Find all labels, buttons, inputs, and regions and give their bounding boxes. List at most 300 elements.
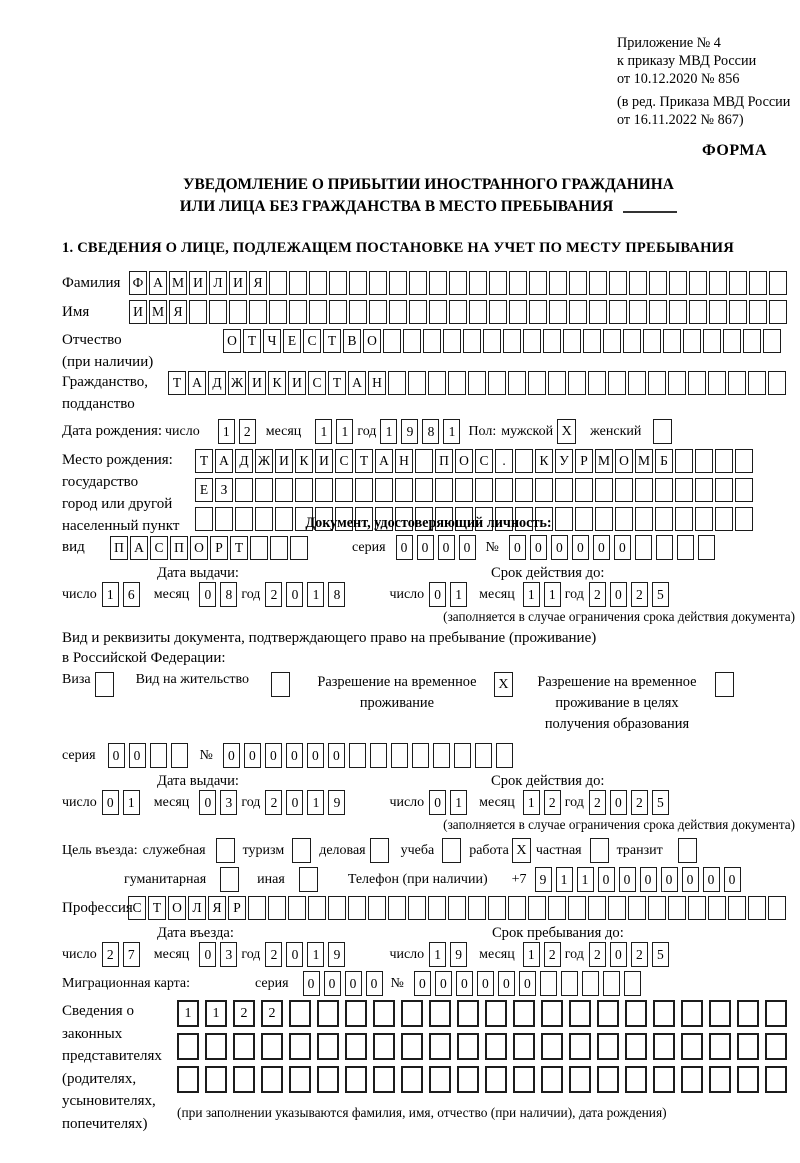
char-cell[interactable]: О [615,449,633,473]
temp-residence-education-checkbox[interactable] [715,672,734,697]
char-cell[interactable] [768,371,786,395]
char-cell[interactable]: А [215,449,233,473]
char-cell[interactable] [495,478,513,502]
char-cell[interactable] [469,300,487,324]
char-cell[interactable]: С [475,449,493,473]
char-cell[interactable] [429,271,447,295]
char-cell[interactable]: 2 [544,942,561,967]
char-cell[interactable] [391,743,408,768]
char-cell[interactable] [629,300,647,324]
char-cell[interactable]: А [149,271,167,295]
char-cell[interactable]: 1 [523,582,540,607]
char-cell[interactable] [429,300,447,324]
char-cell[interactable] [541,1033,563,1060]
char-cell[interactable]: У [555,449,573,473]
char-cell[interactable]: 0 [640,867,657,892]
char-cell[interactable] [513,1000,535,1027]
char-cell[interactable]: 0 [417,535,434,560]
char-cell[interactable]: 2 [265,942,282,967]
char-cell[interactable] [289,1033,311,1060]
char-cell[interactable]: 2 [631,582,648,607]
char-cell[interactable] [150,743,167,768]
char-cell[interactable]: 5 [652,582,669,607]
char-cell[interactable]: Б [655,449,673,473]
char-cell[interactable] [508,371,526,395]
char-cell[interactable] [708,896,726,920]
char-cell[interactable] [508,896,526,920]
char-cell[interactable] [729,271,747,295]
char-cell[interactable]: 0 [286,790,303,815]
char-cell[interactable] [683,329,701,353]
char-cell[interactable] [233,1066,255,1093]
char-cell[interactable] [535,478,553,502]
char-cell[interactable] [668,371,686,395]
char-cell[interactable]: 0 [286,942,303,967]
char-cell[interactable] [368,896,386,920]
char-cell[interactable] [345,1066,367,1093]
char-cell[interactable] [229,300,247,324]
char-cell[interactable]: 2 [265,790,282,815]
char-cell[interactable]: 0 [598,867,615,892]
char-cell[interactable]: 1 [443,419,460,444]
char-cell[interactable] [763,329,781,353]
char-cell[interactable]: 0 [703,867,720,892]
char-cell[interactable] [395,478,413,502]
char-cell[interactable]: З [215,478,233,502]
char-cell[interactable]: 0 [661,867,678,892]
char-cell[interactable]: 0 [551,535,568,560]
char-cell[interactable] [669,300,687,324]
char-cell[interactable] [695,449,713,473]
char-cell[interactable]: С [128,896,146,920]
char-cell[interactable] [575,507,593,531]
char-cell[interactable]: 3 [220,942,237,967]
char-cell[interactable] [549,300,567,324]
char-cell[interactable] [609,300,627,324]
char-cell[interactable]: В [343,329,361,353]
char-cell[interactable]: 2 [102,942,119,967]
char-cell[interactable] [597,1000,619,1027]
char-cell[interactable] [429,1066,451,1093]
purpose-work-checkbox[interactable]: X [512,838,531,863]
char-cell[interactable] [737,1066,759,1093]
char-cell[interactable] [715,507,733,531]
char-cell[interactable]: 6 [123,582,140,607]
char-cell[interactable]: 0 [610,790,627,815]
char-cell[interactable] [595,507,613,531]
char-cell[interactable] [429,1000,451,1027]
char-cell[interactable]: 0 [199,790,216,815]
purpose-transit-checkbox[interactable] [678,838,697,863]
char-cell[interactable] [748,896,766,920]
char-cell[interactable] [677,535,694,560]
char-cell[interactable] [675,449,693,473]
char-cell[interactable]: 9 [401,419,418,444]
purpose-business-checkbox[interactable] [216,838,235,863]
char-cell[interactable] [608,371,626,395]
char-cell[interactable]: 0 [610,582,627,607]
char-cell[interactable] [485,1000,507,1027]
char-cell[interactable] [485,1066,507,1093]
char-cell[interactable] [668,896,686,920]
char-cell[interactable] [250,536,268,560]
char-cell[interactable] [568,896,586,920]
char-cell[interactable]: 1 [205,1000,227,1027]
char-cell[interactable] [769,271,787,295]
char-cell[interactable] [468,896,486,920]
char-cell[interactable] [177,1066,199,1093]
char-cell[interactable] [656,535,673,560]
purpose-other-checkbox[interactable] [299,867,318,892]
char-cell[interactable]: 0 [307,743,324,768]
char-cell[interactable] [435,478,453,502]
char-cell[interactable]: П [435,449,453,473]
char-cell[interactable]: 0 [619,867,636,892]
char-cell[interactable] [249,300,267,324]
char-cell[interactable]: Ж [228,371,246,395]
char-cell[interactable] [569,300,587,324]
char-cell[interactable]: О [168,896,186,920]
char-cell[interactable] [289,300,307,324]
char-cell[interactable] [275,478,293,502]
char-cell[interactable]: 0 [682,867,699,892]
char-cell[interactable] [655,478,673,502]
purpose-study-checkbox[interactable] [442,838,461,863]
char-cell[interactable] [415,449,433,473]
char-cell[interactable] [370,743,387,768]
char-cell[interactable] [255,507,273,531]
char-cell[interactable] [288,896,306,920]
char-cell[interactable]: Н [368,371,386,395]
char-cell[interactable]: 0 [129,743,146,768]
sex-female-checkbox[interactable] [653,419,672,444]
char-cell[interactable]: 1 [429,942,446,967]
char-cell[interactable]: К [535,449,553,473]
char-cell[interactable] [737,1000,759,1027]
char-cell[interactable] [469,271,487,295]
char-cell[interactable]: Н [395,449,413,473]
char-cell[interactable] [345,1000,367,1027]
char-cell[interactable] [681,1000,703,1027]
char-cell[interactable] [623,329,641,353]
char-cell[interactable] [728,371,746,395]
char-cell[interactable]: С [335,449,353,473]
char-cell[interactable] [543,329,561,353]
char-cell[interactable] [749,271,767,295]
char-cell[interactable]: 0 [498,971,515,996]
char-cell[interactable] [388,896,406,920]
char-cell[interactable]: О [190,536,208,560]
char-cell[interactable] [588,896,606,920]
char-cell[interactable]: Я [249,271,267,295]
char-cell[interactable] [317,1066,339,1093]
char-cell[interactable] [603,971,620,996]
char-cell[interactable] [689,271,707,295]
char-cell[interactable] [317,1033,339,1060]
char-cell[interactable] [541,1066,563,1093]
char-cell[interactable]: 0 [429,582,446,607]
char-cell[interactable]: Т [168,371,186,395]
char-cell[interactable]: 1 [336,419,353,444]
char-cell[interactable] [555,478,573,502]
char-cell[interactable]: 2 [631,942,648,967]
char-cell[interactable]: 3 [220,790,237,815]
char-cell[interactable]: 0 [286,582,303,607]
char-cell[interactable]: И [315,449,333,473]
char-cell[interactable]: П [170,536,188,560]
char-cell[interactable]: 0 [456,971,473,996]
char-cell[interactable]: Д [208,371,226,395]
char-cell[interactable]: 0 [286,743,303,768]
char-cell[interactable] [698,535,715,560]
char-cell[interactable]: 2 [261,1000,283,1027]
char-cell[interactable]: 0 [414,971,431,996]
char-cell[interactable] [457,1033,479,1060]
sex-male-checkbox[interactable]: X [557,419,576,444]
char-cell[interactable]: 2 [589,942,606,967]
char-cell[interactable] [635,507,653,531]
char-cell[interactable] [709,1066,731,1093]
char-cell[interactable]: И [275,449,293,473]
char-cell[interactable]: . [495,449,513,473]
char-cell[interactable] [735,449,753,473]
char-cell[interactable] [349,271,367,295]
char-cell[interactable]: 0 [614,535,631,560]
char-cell[interactable]: 0 [396,535,413,560]
char-cell[interactable] [649,271,667,295]
char-cell[interactable] [563,329,581,353]
char-cell[interactable] [575,478,593,502]
char-cell[interactable] [569,1000,591,1027]
char-cell[interactable] [489,271,507,295]
char-cell[interactable]: М [635,449,653,473]
char-cell[interactable]: 2 [589,790,606,815]
char-cell[interactable] [489,300,507,324]
char-cell[interactable] [629,271,647,295]
char-cell[interactable] [369,300,387,324]
char-cell[interactable]: Ж [255,449,273,473]
char-cell[interactable] [748,371,766,395]
char-cell[interactable] [389,271,407,295]
char-cell[interactable]: И [129,300,147,324]
char-cell[interactable] [433,743,450,768]
char-cell[interactable] [549,271,567,295]
char-cell[interactable] [457,1000,479,1027]
char-cell[interactable] [669,271,687,295]
char-cell[interactable] [588,371,606,395]
char-cell[interactable] [475,478,493,502]
char-cell[interactable]: 0 [572,535,589,560]
char-cell[interactable] [765,1066,787,1093]
temp-residence-checkbox[interactable]: X [494,672,513,697]
char-cell[interactable] [275,507,293,531]
char-cell[interactable] [488,371,506,395]
char-cell[interactable] [648,371,666,395]
char-cell[interactable] [695,507,713,531]
char-cell[interactable] [653,1033,675,1060]
char-cell[interactable]: 2 [239,419,256,444]
char-cell[interactable]: И [229,271,247,295]
char-cell[interactable]: 8 [328,582,345,607]
char-cell[interactable]: 9 [535,867,552,892]
char-cell[interactable]: Р [228,896,246,920]
char-cell[interactable] [345,1033,367,1060]
char-cell[interactable] [569,1033,591,1060]
char-cell[interactable] [513,1033,535,1060]
char-cell[interactable]: 0 [366,971,383,996]
char-cell[interactable] [401,1033,423,1060]
char-cell[interactable] [409,300,427,324]
char-cell[interactable]: С [150,536,168,560]
char-cell[interactable] [709,271,727,295]
char-cell[interactable] [509,271,527,295]
char-cell[interactable]: 1 [523,790,540,815]
char-cell[interactable]: 0 [429,790,446,815]
char-cell[interactable] [189,300,207,324]
char-cell[interactable]: Е [283,329,301,353]
char-cell[interactable]: Т [328,371,346,395]
char-cell[interactable] [408,371,426,395]
char-cell[interactable] [248,896,266,920]
char-cell[interactable]: Т [323,329,341,353]
char-cell[interactable] [457,1066,479,1093]
char-cell[interactable]: О [455,449,473,473]
char-cell[interactable] [515,449,533,473]
char-cell[interactable] [709,300,727,324]
char-cell[interactable] [261,1033,283,1060]
char-cell[interactable]: Я [169,300,187,324]
char-cell[interactable] [328,896,346,920]
char-cell[interactable]: 0 [199,942,216,967]
char-cell[interactable] [373,1000,395,1027]
char-cell[interactable] [743,329,761,353]
char-cell[interactable] [415,478,433,502]
char-cell[interactable]: 2 [265,582,282,607]
char-cell[interactable]: 0 [477,971,494,996]
char-cell[interactable]: Т [148,896,166,920]
char-cell[interactable] [485,1033,507,1060]
char-cell[interactable]: О [223,329,241,353]
char-cell[interactable] [663,329,681,353]
char-cell[interactable] [295,478,313,502]
char-cell[interactable] [317,1000,339,1027]
char-cell[interactable] [269,271,287,295]
char-cell[interactable]: 0 [244,743,261,768]
char-cell[interactable] [688,371,706,395]
char-cell[interactable]: 0 [530,535,547,560]
char-cell[interactable]: Ч [263,329,281,353]
char-cell[interactable] [649,300,667,324]
char-cell[interactable]: 7 [123,942,140,967]
char-cell[interactable]: И [189,271,207,295]
char-cell[interactable] [429,1033,451,1060]
char-cell[interactable] [728,896,746,920]
char-cell[interactable] [349,300,367,324]
char-cell[interactable]: С [308,371,326,395]
char-cell[interactable]: 2 [544,790,561,815]
char-cell[interactable] [635,478,653,502]
char-cell[interactable]: 1 [556,867,573,892]
char-cell[interactable] [449,300,467,324]
char-cell[interactable] [625,1000,647,1027]
char-cell[interactable]: 2 [631,790,648,815]
char-cell[interactable]: Т [243,329,261,353]
char-cell[interactable]: Я [208,896,226,920]
char-cell[interactable] [749,300,767,324]
char-cell[interactable]: 8 [422,419,439,444]
char-cell[interactable] [449,271,467,295]
char-cell[interactable] [675,507,693,531]
char-cell[interactable]: Д [235,449,253,473]
char-cell[interactable]: 8 [220,582,237,607]
char-cell[interactable] [488,896,506,920]
char-cell[interactable]: 1 [380,419,397,444]
char-cell[interactable] [769,300,787,324]
char-cell[interactable]: 1 [177,1000,199,1027]
char-cell[interactable] [270,536,288,560]
char-cell[interactable] [569,271,587,295]
char-cell[interactable] [735,507,753,531]
char-cell[interactable]: Р [210,536,228,560]
char-cell[interactable] [523,329,541,353]
char-cell[interactable] [548,896,566,920]
char-cell[interactable]: Ф [129,271,147,295]
char-cell[interactable] [171,743,188,768]
char-cell[interactable]: 1 [523,942,540,967]
purpose-tourism-checkbox[interactable] [292,838,311,863]
char-cell[interactable] [708,371,726,395]
char-cell[interactable] [463,329,481,353]
char-cell[interactable]: 1 [315,419,332,444]
char-cell[interactable]: 9 [328,942,345,967]
char-cell[interactable]: 5 [652,790,669,815]
char-cell[interactable] [681,1033,703,1060]
char-cell[interactable] [715,449,733,473]
char-cell[interactable] [589,300,607,324]
char-cell[interactable] [529,300,547,324]
char-cell[interactable]: 0 [345,971,362,996]
char-cell[interactable]: 0 [509,535,526,560]
char-cell[interactable] [681,1066,703,1093]
char-cell[interactable] [409,271,427,295]
char-cell[interactable]: 0 [199,582,216,607]
char-cell[interactable] [205,1033,227,1060]
char-cell[interactable] [509,300,527,324]
char-cell[interactable] [569,1066,591,1093]
char-cell[interactable] [388,371,406,395]
char-cell[interactable]: Т [230,536,248,560]
char-cell[interactable] [308,896,326,920]
char-cell[interactable] [235,507,253,531]
char-cell[interactable] [289,1000,311,1027]
char-cell[interactable]: 0 [265,743,282,768]
char-cell[interactable] [628,896,646,920]
char-cell[interactable] [268,896,286,920]
char-cell[interactable] [655,507,673,531]
char-cell[interactable] [468,371,486,395]
char-cell[interactable]: И [288,371,306,395]
char-cell[interactable] [403,329,421,353]
char-cell[interactable] [723,329,741,353]
char-cell[interactable] [329,271,347,295]
char-cell[interactable] [513,1066,535,1093]
char-cell[interactable]: А [348,371,366,395]
char-cell[interactable] [401,1066,423,1093]
char-cell[interactable] [635,535,652,560]
visa-checkbox[interactable] [95,672,114,697]
char-cell[interactable]: Т [355,449,373,473]
char-cell[interactable] [568,371,586,395]
